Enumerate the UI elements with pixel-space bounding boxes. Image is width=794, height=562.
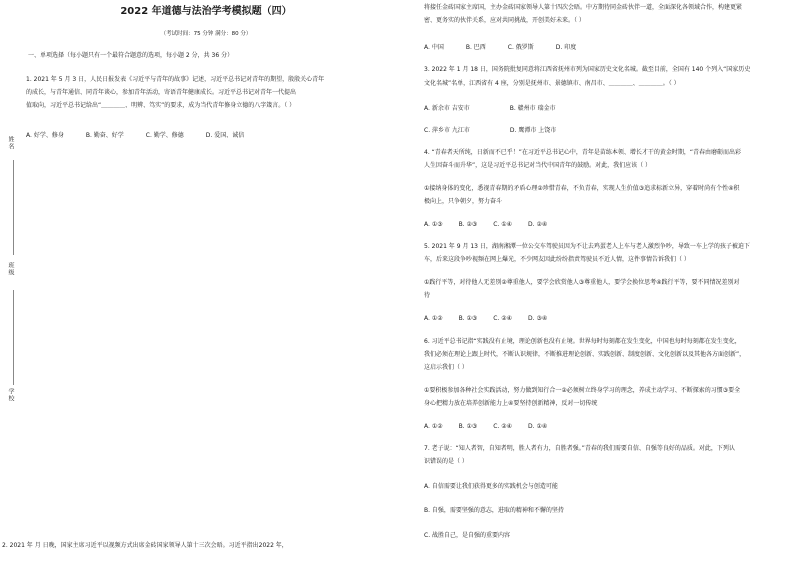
question-2-start: 2. 2021 年 月 日晚，国家主席习近平以视频方式出席金砖国家领导人第十三次会晤。习近平指出2022 年，	[2, 542, 288, 549]
question-line: 文化名城”名单，江西省有 4 座，分别是抚州市、景德镇市、南昌市、＿＿＿＿、＿＿＿＿。（ ）	[424, 80, 680, 87]
option-b[interactable]: B. ②③	[458, 221, 478, 228]
option-a[interactable]: A. 好学、修身	[26, 132, 64, 139]
options-row	[424, 423, 547, 430]
question-line: 7. 老子说：“知人者智，自知者明，胜人者有力，自胜者强。”青春的我们需要自信、自强等良好的品质。对此，下列认	[424, 445, 735, 452]
question-line: 的成长，与青年通信、同青年谈心，参加青年活动，寄语青年健康成长。习近平总书记对青年一代提出	[26, 89, 297, 96]
option-a[interactable]: A. ①②	[424, 423, 443, 430]
question-line: 将接任金砖国家主席国，主办金砖国家领导人第十四次会晤。中方期待同金砖伙伴一道，全面深化各领域合作，构建更紧	[424, 4, 743, 11]
options-row	[424, 103, 556, 112]
question-line: 1. 2021 年 5 月 3 日，人民日报发表《习近平与青年的故事》记述，习近平总书记对青年的期望，殷殷关心青年	[26, 76, 325, 83]
option-d[interactable]: D. ③④	[528, 315, 548, 322]
exam-meta: （考试时间：75 分钟 满分：80 分）	[160, 31, 252, 37]
option-b[interactable]: B. ①③	[458, 315, 478, 322]
question-line: ①践行平等，对待他人无差别②尊重他人，要学会欣赏他人③尊重他人，要学会换位思考④践行平等，要不同情况差别对	[424, 279, 740, 286]
binding-label-name: 姓名	[7, 136, 14, 150]
option-a[interactable]: A. ①②	[424, 315, 443, 322]
options-row	[424, 315, 547, 322]
question-line: 识错误的是（ ）	[424, 458, 468, 465]
option-a[interactable]: A. 新余市 吉安市	[424, 105, 470, 112]
option-c[interactable]: C. ①④	[493, 221, 513, 228]
question-line: ①接纳身体的变化，悉视青春期的矛盾心理②珍惜青春，不负青春，实现人生价值③追求标新立异，穿着时尚有个性④积	[424, 185, 740, 192]
option-b[interactable]: B. 自强，需要坚强的意志，进取的精神和不懈的坚持	[424, 507, 564, 514]
question-line: 4. “青春者天所纯，日新而不已乎！”在习近平总书记心中，青年是苗练本领、增长才干的黄金时期，“青春由磨砺而出彩	[424, 149, 741, 156]
option-a[interactable]: A. ①③	[424, 221, 443, 228]
question-line: ①要积极参加各种社会实践活动，努力做到知行合一②必须树立终身学习的理念，养成主动学习、不断探索的习惯③要全	[424, 387, 741, 394]
options-row	[424, 125, 556, 134]
question-line: 极向上，只争朝夕，努力奋斗	[424, 198, 503, 205]
binding-line	[13, 290, 14, 385]
binding-label-class: 班级	[7, 262, 14, 276]
section-heading: 一、单项选择（每小题只有一个最符合题意的选项，每小题 2 分，共 36 分）	[28, 52, 234, 59]
question-line: 人生因奋斗而升华”，这是习近平总书记对当代中国青年的鼓励。对此，我们应该（ ）	[424, 162, 652, 169]
option-a[interactable]: A. 中国	[424, 44, 444, 51]
option-d[interactable]: D. ②④	[528, 221, 548, 228]
binding-margin	[0, 0, 22, 562]
question-line: 5. 2021 年 9 月 13 日，湖南湘潭一位公交车驾驶员因为不让去鸡蛋老人上车与老人激烈争吵，导致一车上学的孩子被迫下	[424, 243, 750, 250]
question-line: 我们必须在理论上跟上时代，不断认识规律，不断推进理论创新、实践创新、制度创新、文化创新以及其他各方面创新”，	[424, 351, 746, 358]
option-b[interactable]: B. 赣州市 瑞金市	[509, 105, 556, 112]
question-line: 这启示我们（ ）	[424, 364, 468, 371]
option-c[interactable]: C. ②④	[493, 423, 513, 430]
option-c[interactable]: C. 战胜自己，是自强的重要内容	[424, 532, 511, 539]
option-c[interactable]: C. ②④	[493, 315, 513, 322]
option-a[interactable]: A. 自信需要让我们获得更多的实践机会与创造可能	[424, 483, 558, 490]
option-d[interactable]: D. 爱国、诚信	[205, 132, 245, 139]
question-line: 3. 2022 年 1 月 18 日，国务院批复同意将江西省抚州市列为国家历史文化名城。截至目前，全国有 140 个列入“国家历史	[424, 66, 751, 73]
option-d[interactable]: D. 印度	[555, 44, 577, 51]
option-c[interactable]: C. 萍乡市 九江市	[424, 127, 470, 134]
option-d[interactable]: D. 鹰潭市 上饶市	[509, 127, 557, 134]
question-line: 密、更务实的伙伴关系，应对共同挑战，开创美好未来。（ ）	[424, 17, 585, 24]
question-line: 6. 习近平总书记指“实践没有止境，理论创新也没有止境。世界每时每刻都在发生变化，中国也每时每刻都在发生变化，	[424, 338, 741, 345]
option-b[interactable]: B. ①③	[458, 423, 478, 430]
question-line: 身心把精力放在培养创新能力上④要坚持创新精神，反对一切传统	[424, 400, 598, 407]
question-line: 待	[424, 292, 431, 299]
options-row	[424, 221, 547, 228]
binding-label-school: 学校	[7, 388, 14, 402]
options-row	[26, 130, 244, 139]
option-d[interactable]: D. ①④	[528, 423, 548, 430]
option-b[interactable]: B. 巴西	[465, 44, 486, 51]
question-line: 值取向，习近平总书记给出“＿＿＿＿、明辨、笃实”的要求，成为当代青年修身立德的八字箴言。（ ）	[26, 102, 296, 109]
options-row	[424, 42, 576, 51]
page-title: 2022 年道德与法治学考模拟题（四）	[120, 6, 292, 17]
option-b[interactable]: B. 勤奋、好学	[85, 132, 124, 139]
question-line: 车，后来这段争吵视频在网上爆光，不少网友因此纷纷指责驾驶员不近人情，这件事情告诉我们（ ）	[424, 256, 690, 263]
option-c[interactable]: C. 俄罗斯	[507, 44, 534, 51]
binding-line	[13, 160, 14, 255]
option-c[interactable]: C. 勤学、修德	[145, 132, 184, 139]
